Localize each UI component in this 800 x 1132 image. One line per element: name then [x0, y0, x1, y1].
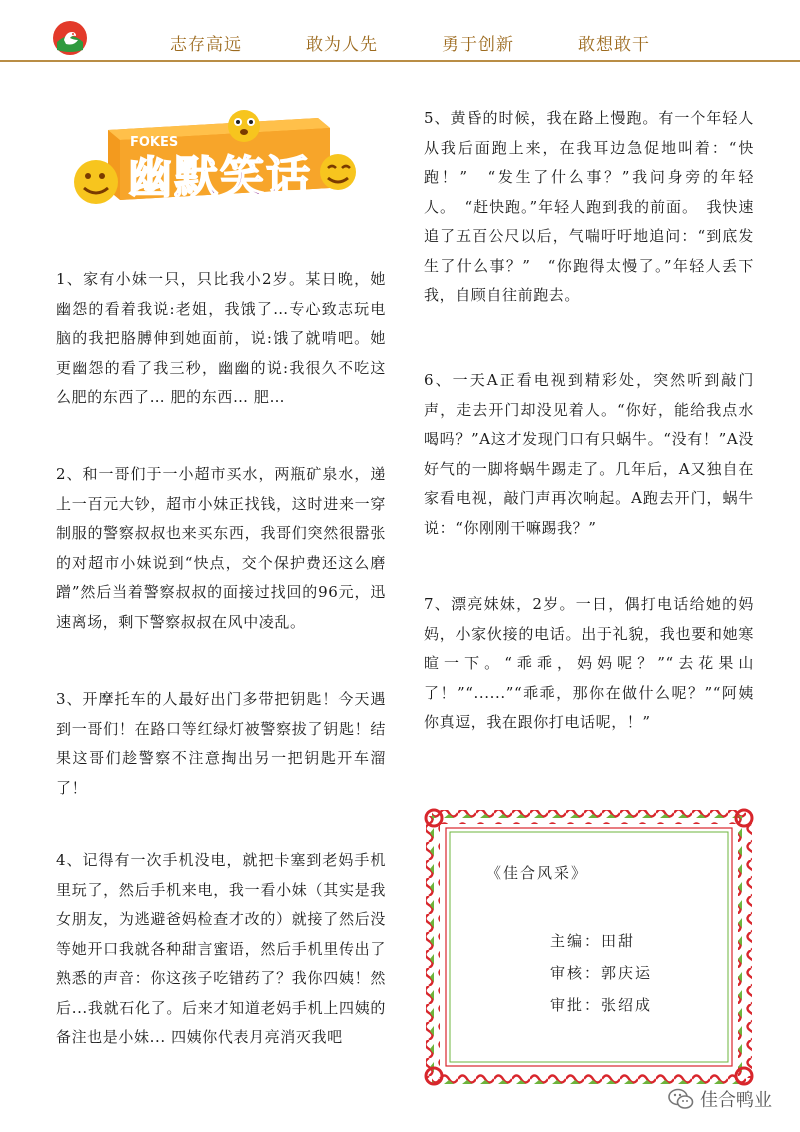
humor-banner	[68, 100, 368, 220]
credit-reviewer: 审核：郭庆运	[550, 964, 653, 982]
page-header	[0, 0, 800, 64]
smiley-left-icon	[74, 160, 118, 204]
joke-3: 3、开摩托车的人最好出门多带把钥匙！今天遇到一哥们！在路口等红绿灯被警察拔了钥匙！结果这哥们趁警察不注意掏出另一把钥匙开车溜了！	[56, 690, 386, 797]
watermark-text: 佳合鸭业	[700, 1090, 772, 1111]
credit-editor: 主编：田甜	[550, 932, 636, 950]
joke-6: 6、一天A正看电视到精彩处，突然听到敲门声，走去开门却没见着人。“你好，能给我点水喝吗？”A这才发现门口有只蜗牛。“没有！”A没好气的一脚将蜗牛踢走了。几年后，A又独自在家看电视，敲门声再次响起。A跑去开门，蜗牛说：“你刚刚干嘛踢我？”	[424, 371, 754, 537]
slogan-1: 志存高远	[170, 35, 242, 55]
banner-title: 幽默笑话	[128, 152, 312, 203]
joke-7: 7、漂亮妹妹，2岁。一日，偶打电话给她的妈妈，小家伙接的电话。出于礼貌，我也要和她寒暄一下。“乖乖，妈妈呢？”“去花果山了！”“......”“乖乖，那你在做什么呢？”“阿姨你真逗，我在跟你打电话呢，！”	[424, 595, 754, 731]
joke-4: 4、记得有一次手机没电，就把卡塞到老妈手机里玩了，然后手机来电，我一看小妹（其实是我女朋友，为逃避爸妈检查才改的）就接了然后没等她开口我就各种甜言蜜语，然后手机里传出了熟悉的声音：你这孩子吃错药了？我你四姨！然后...我就石化了。后来才知道老妈手机上四姨的备注也是小妹... 四姨你代表月亮消灭我吧	[56, 851, 386, 1046]
magazine-title: 《佳合风采》	[486, 864, 589, 882]
joke-5: 5、黄昏的时候，我在路上慢跑。有一个年轻人从我后面跑上来，在我耳边急促地叫着：“快跑！” “发生了什么事？”我问身旁的年轻人。 “赶快跑。”年轻人跑到我的前面。 我快速追了五百公尺以后，气喘吁吁地追问：“到底发生了什么事？” “你跑得太慢了。”年轻人丢下我，自顾自往前跑去。	[424, 109, 754, 304]
joke-2: 2、和一哥们于一小超市买水，两瓶矿泉水，递上一百元大钞，超市小妹正找钱，这时进来一穿制服的警察叔叔也来买东西，我哥们突然很嚣张的对超市小妹说到“快点，交个保护费还这么磨蹭”然后当着警察叔叔的面接过找回的96元，迅速离场，剩下警察叔叔在风中凌乱。	[56, 465, 386, 631]
wechat-icon	[668, 1088, 694, 1110]
wechat-watermark	[668, 1086, 772, 1112]
slogan-bar	[170, 30, 650, 55]
slogan-4: 敢想敢干	[578, 35, 650, 55]
smiley-right-icon	[320, 154, 356, 190]
smiley-top-icon	[228, 110, 260, 142]
header-divider	[0, 60, 800, 62]
credit-approver: 审批：张绍成	[550, 996, 653, 1014]
slogan-2: 敢为人先	[306, 35, 378, 55]
company-logo-icon	[52, 20, 88, 56]
joke-1: 1、家有小妹一只，只比我小2岁。某日晚，她幽怨的看着我说:老姐，我饿了…专心致志玩电脑的我把胳膊伸到她面前，说:饿了就啃吧。她更幽怨的看了我三秒，幽幽的说:我很久不吃这么肥的东西了… 肥的东西… 肥…	[56, 270, 386, 406]
slogan-3: 勇于创新	[442, 35, 514, 55]
banner-brand: FOKES	[130, 135, 179, 150]
